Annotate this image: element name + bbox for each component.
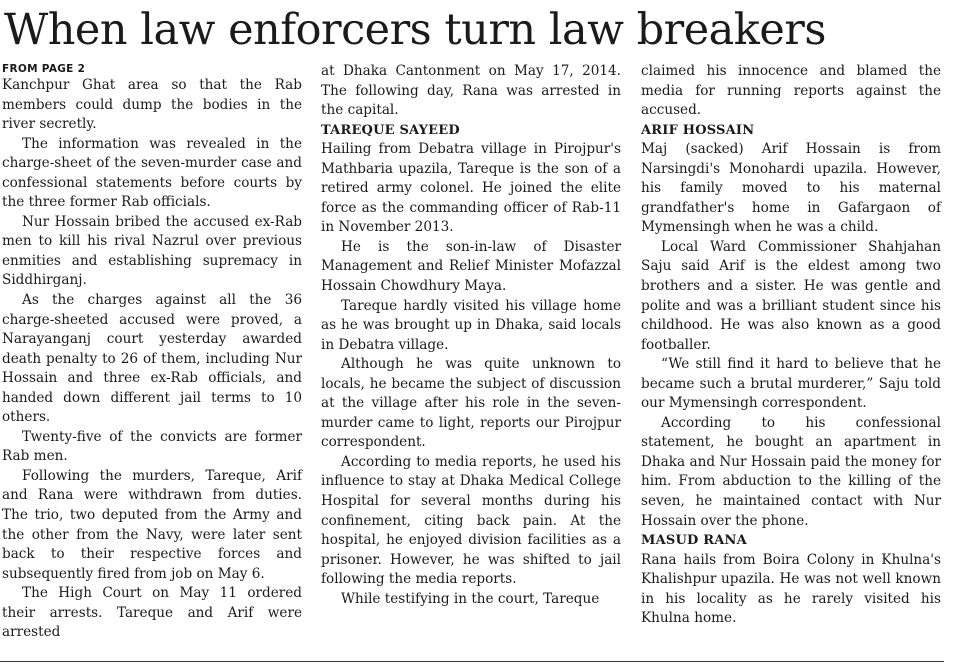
paragraph: “We still find it hard to believe that he became such a brutal murderer,” Saju told our Mymensingh correspondent. (641, 356, 941, 412)
article-column-1 (2, 62, 302, 643)
paragraph: Maj (sacked) Arif Hossain is from Narsingdi's Monohardi upazila. However, his family moved to his maternal grandfather's home in Gafargaon of Mymensingh when he was a child. (641, 141, 941, 236)
paragraph: claimed his innocence and blamed the media for running reports against the accused. (641, 63, 941, 119)
paragraph: According to media reports, he used his influence to stay at Dhaka Medical College Hospital for several months during his confinement, citing back pain. At the hospital, he enjoyed division facilities as a prisoner. However, he was shifted to jail following the media reports. (321, 453, 621, 588)
paragraph: While testifying in the court, Tareque (341, 590, 600, 607)
paragraph: The information was revealed in the charge-sheet of the seven-murder case and confessional statements before courts by the three former Rab officials. (2, 135, 302, 211)
paragraph: at Dhaka Cantonment on May 17, 2014. The following day, Rana was arrested in the capital. (321, 63, 621, 119)
paragraph: The High Court on May 11 ordered their arrests. Tareque and Arif were arrested (2, 585, 302, 641)
article-column-3 (641, 62, 941, 629)
subhead-arif-hossain: ARIF HOSSAIN (641, 122, 755, 138)
paragraph: As the charges against all the 36 charge-sheeted accused were proved, a Narayanganj court yesterday awarded death penalty to 26 of them, including Nur Hossain and three ex-Rab officials, and handed down different jail terms to 10 others. (2, 292, 302, 426)
paragraph: Local Ward Commissioner Shahjahan Saju said Arif is the eldest among two brothers and a sister. He was gentle and polite and was a brilliant student since his childhood. He was also known as a good footballer. (641, 238, 941, 353)
kicker-from-page: FROM PAGE 2 (2, 63, 86, 75)
paragraph: Tareque hardly visited his village home as he was brought up in Dhaka, said locals in Debatra village. (321, 297, 621, 353)
paragraph: According to his confessional statement, he bought an apartment in Dhaka and Nur Hossain paid the money for him. From abduction to the killing of the seven, he maintained contact with Nur Hossain over the phone. (641, 414, 941, 529)
subhead-tareque-sayeed: TAREQUE SAYEED (321, 122, 460, 138)
paragraph: Nur Hossain bribed the accused ex-Rab men to kill his rival Nazrul over previous enmities and establishing supremacy in Siddhirganj. (2, 213, 302, 289)
subhead-masud-rana: MASUD RANA (641, 533, 747, 549)
paragraph: Following the murders, Tareque, Arif and Rana were withdrawn from duties. The trio, two deputed from the Army and the other from the Navy, were later sent back to their respective forces and subsequently fired from job on May 6. (2, 467, 302, 582)
paragraph: Twenty-five of the convicts are former Rab men. (2, 428, 302, 465)
paragraph: Hailing from Debatra village in Pirojpur's Mathbaria upazila, Tareque is the son of a retired army colonel. He joined the elite force as the commanding officer of Rab-11 in November 2013. (321, 141, 621, 236)
bottom-rule (0, 661, 944, 662)
article-column-2 (321, 62, 621, 609)
paragraph: Although he was quite unknown to locals, he became the subject of discussion at the village after his role in the seven-murder came to light, reports our Pirojpur correspondent. (321, 356, 621, 451)
paragraph: He is the son-in-law of Disaster Management and Relief Minister Mofazzal Hossain Chowdhury Maya. (321, 238, 621, 295)
headline: When law enforcers turn law breakers (4, 5, 826, 55)
paragraph: Rana hails from Boira Colony in Khulna's Khalishpur upazila. He was not well known in his locality as he rarely visited his Khulna home. (641, 551, 941, 627)
paragraph: Kanchpur Ghat area so that the Rab members could dump the bodies in the river secretly. (2, 77, 302, 133)
